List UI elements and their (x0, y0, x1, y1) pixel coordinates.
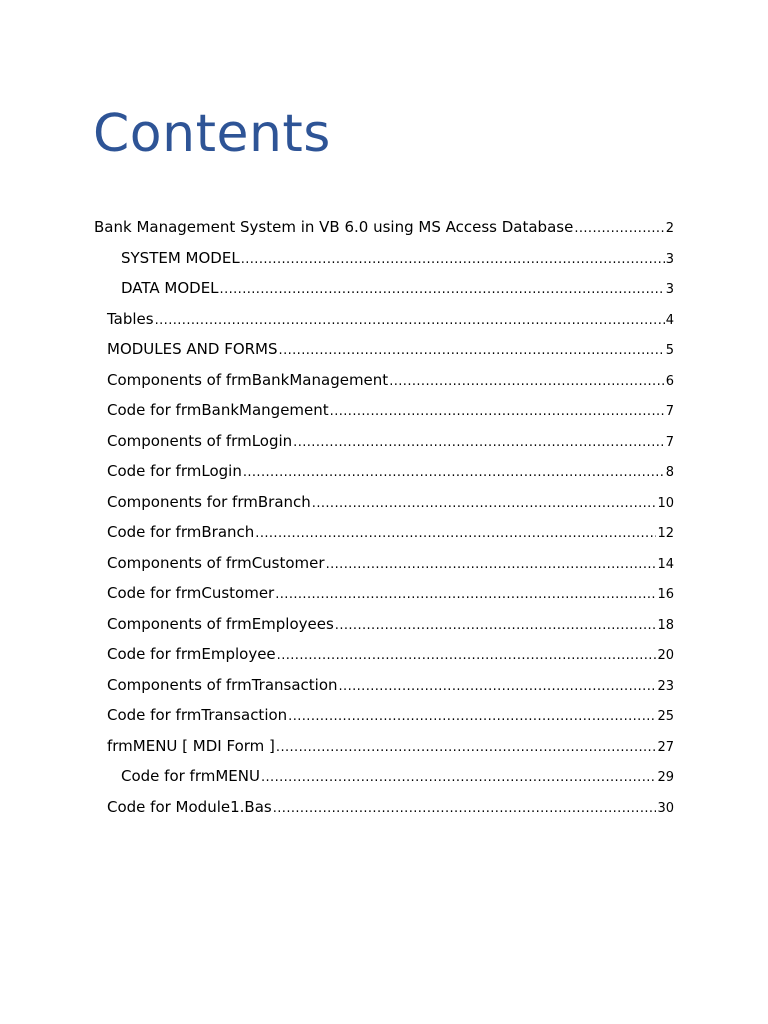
dot-leader (243, 458, 665, 489)
toc-entry-title: Code for frmBankMangement (107, 401, 329, 419)
dot-leader (288, 702, 656, 733)
toc-entry-page-number: 3 (665, 282, 674, 297)
dot-leader (335, 611, 657, 642)
toc-entry[interactable] (0, 334, 674, 365)
toc-entry[interactable] (0, 609, 674, 640)
dot-leader (293, 428, 665, 459)
toc-entry-page-number: 4 (665, 312, 674, 328)
toc-entry-page-number: 29 (657, 770, 674, 785)
toc-entry[interactable] (0, 487, 674, 518)
toc-entry[interactable] (0, 273, 674, 304)
toc-entry-page-number: 3 (665, 251, 674, 267)
toc-entry-page-number: 16 (657, 587, 674, 602)
toc-entry-title: Components of frmCustomer (107, 553, 325, 572)
dot-leader (389, 367, 665, 398)
dot-leader (312, 489, 657, 520)
toc-entry-title: Code for frmCustomer (107, 584, 275, 602)
toc-entry[interactable] (0, 639, 674, 670)
toc-entry[interactable] (0, 212, 674, 243)
dot-leader (155, 306, 665, 337)
toc-entry-title: Components of frmEmployees (107, 614, 334, 633)
toc-entry[interactable] (0, 243, 674, 274)
dot-leader (339, 672, 657, 703)
toc-entry-title: Components of frmBankManagement (107, 370, 389, 389)
toc-entry-page-number: 10 (657, 495, 674, 511)
toc-entry-page-number: 7 (665, 434, 674, 450)
toc-entry-title: Bank Management System in VB 6.0 using MS Access Database (94, 218, 574, 236)
toc-entry[interactable] (0, 426, 674, 457)
table-of-contents (0, 212, 768, 822)
toc-entry-title: Code for frmEmployee (107, 645, 276, 663)
dot-leader (279, 336, 665, 367)
toc-entry[interactable] (0, 304, 674, 335)
toc-entry[interactable] (0, 395, 674, 426)
toc-entry-page-number: 23 (657, 678, 674, 694)
toc-entry[interactable] (0, 548, 674, 579)
toc-entry[interactable] (0, 670, 674, 701)
toc-entry-page-number: 14 (657, 556, 674, 572)
dot-leader (275, 580, 656, 611)
toc-entry-page-number: 6 (665, 373, 674, 389)
toc-entry-title: Components of frmTransaction (107, 675, 338, 694)
toc-entry[interactable] (0, 731, 674, 762)
toc-entry-page-number: 12 (657, 526, 674, 541)
dot-leader (330, 397, 665, 428)
toc-entry-page-number: 2 (665, 221, 674, 236)
dot-leader (277, 641, 657, 672)
toc-entry[interactable] (0, 365, 674, 396)
toc-entry-page-number: 20 (657, 648, 674, 663)
toc-entry-page-number: 25 (657, 709, 674, 724)
dot-leader (574, 214, 664, 245)
toc-entry[interactable] (0, 456, 674, 487)
toc-entry-title: Code for frmMENU (121, 767, 260, 785)
toc-entry-title: Code for frmBranch (107, 523, 255, 541)
toc-entry[interactable] (0, 578, 674, 609)
toc-entry-title: Tables (107, 309, 154, 328)
toc-entry[interactable] (0, 517, 674, 548)
dot-leader (241, 245, 665, 276)
toc-entry-page-number: 5 (665, 343, 674, 358)
toc-entry-page-number: 7 (665, 404, 674, 419)
dot-leader (276, 733, 657, 764)
toc-entry-title: Code for frmLogin (107, 462, 242, 480)
page-title: Contents (93, 104, 331, 164)
dot-leader (220, 275, 665, 306)
toc-entry-page-number: 30 (657, 800, 674, 816)
dot-leader (326, 550, 657, 581)
toc-entry-title: SYSTEM MODEL (121, 248, 240, 267)
toc-entry[interactable] (0, 700, 674, 731)
toc-entry-title: Code for frmTransaction (107, 706, 288, 724)
toc-entry-title: Components for frmBranch (107, 492, 311, 511)
toc-entry-page-number: 8 (665, 465, 674, 480)
toc-entry[interactable] (0, 761, 674, 792)
dot-leader (255, 519, 656, 550)
dot-leader (261, 763, 656, 794)
toc-entry-title: frmMENU [ MDI Form ] (107, 736, 275, 755)
toc-entry-title: DATA MODEL (121, 279, 219, 297)
toc-entry-title: Code for Module1.Bas (107, 797, 272, 816)
toc-entry-title: MODULES AND FORMS (107, 340, 278, 358)
toc-entry-title: Components of frmLogin (107, 431, 293, 450)
toc-entry[interactable] (0, 792, 674, 823)
toc-entry-page-number: 27 (657, 739, 674, 755)
toc-entry-page-number: 18 (657, 617, 674, 633)
dot-leader (273, 794, 657, 825)
